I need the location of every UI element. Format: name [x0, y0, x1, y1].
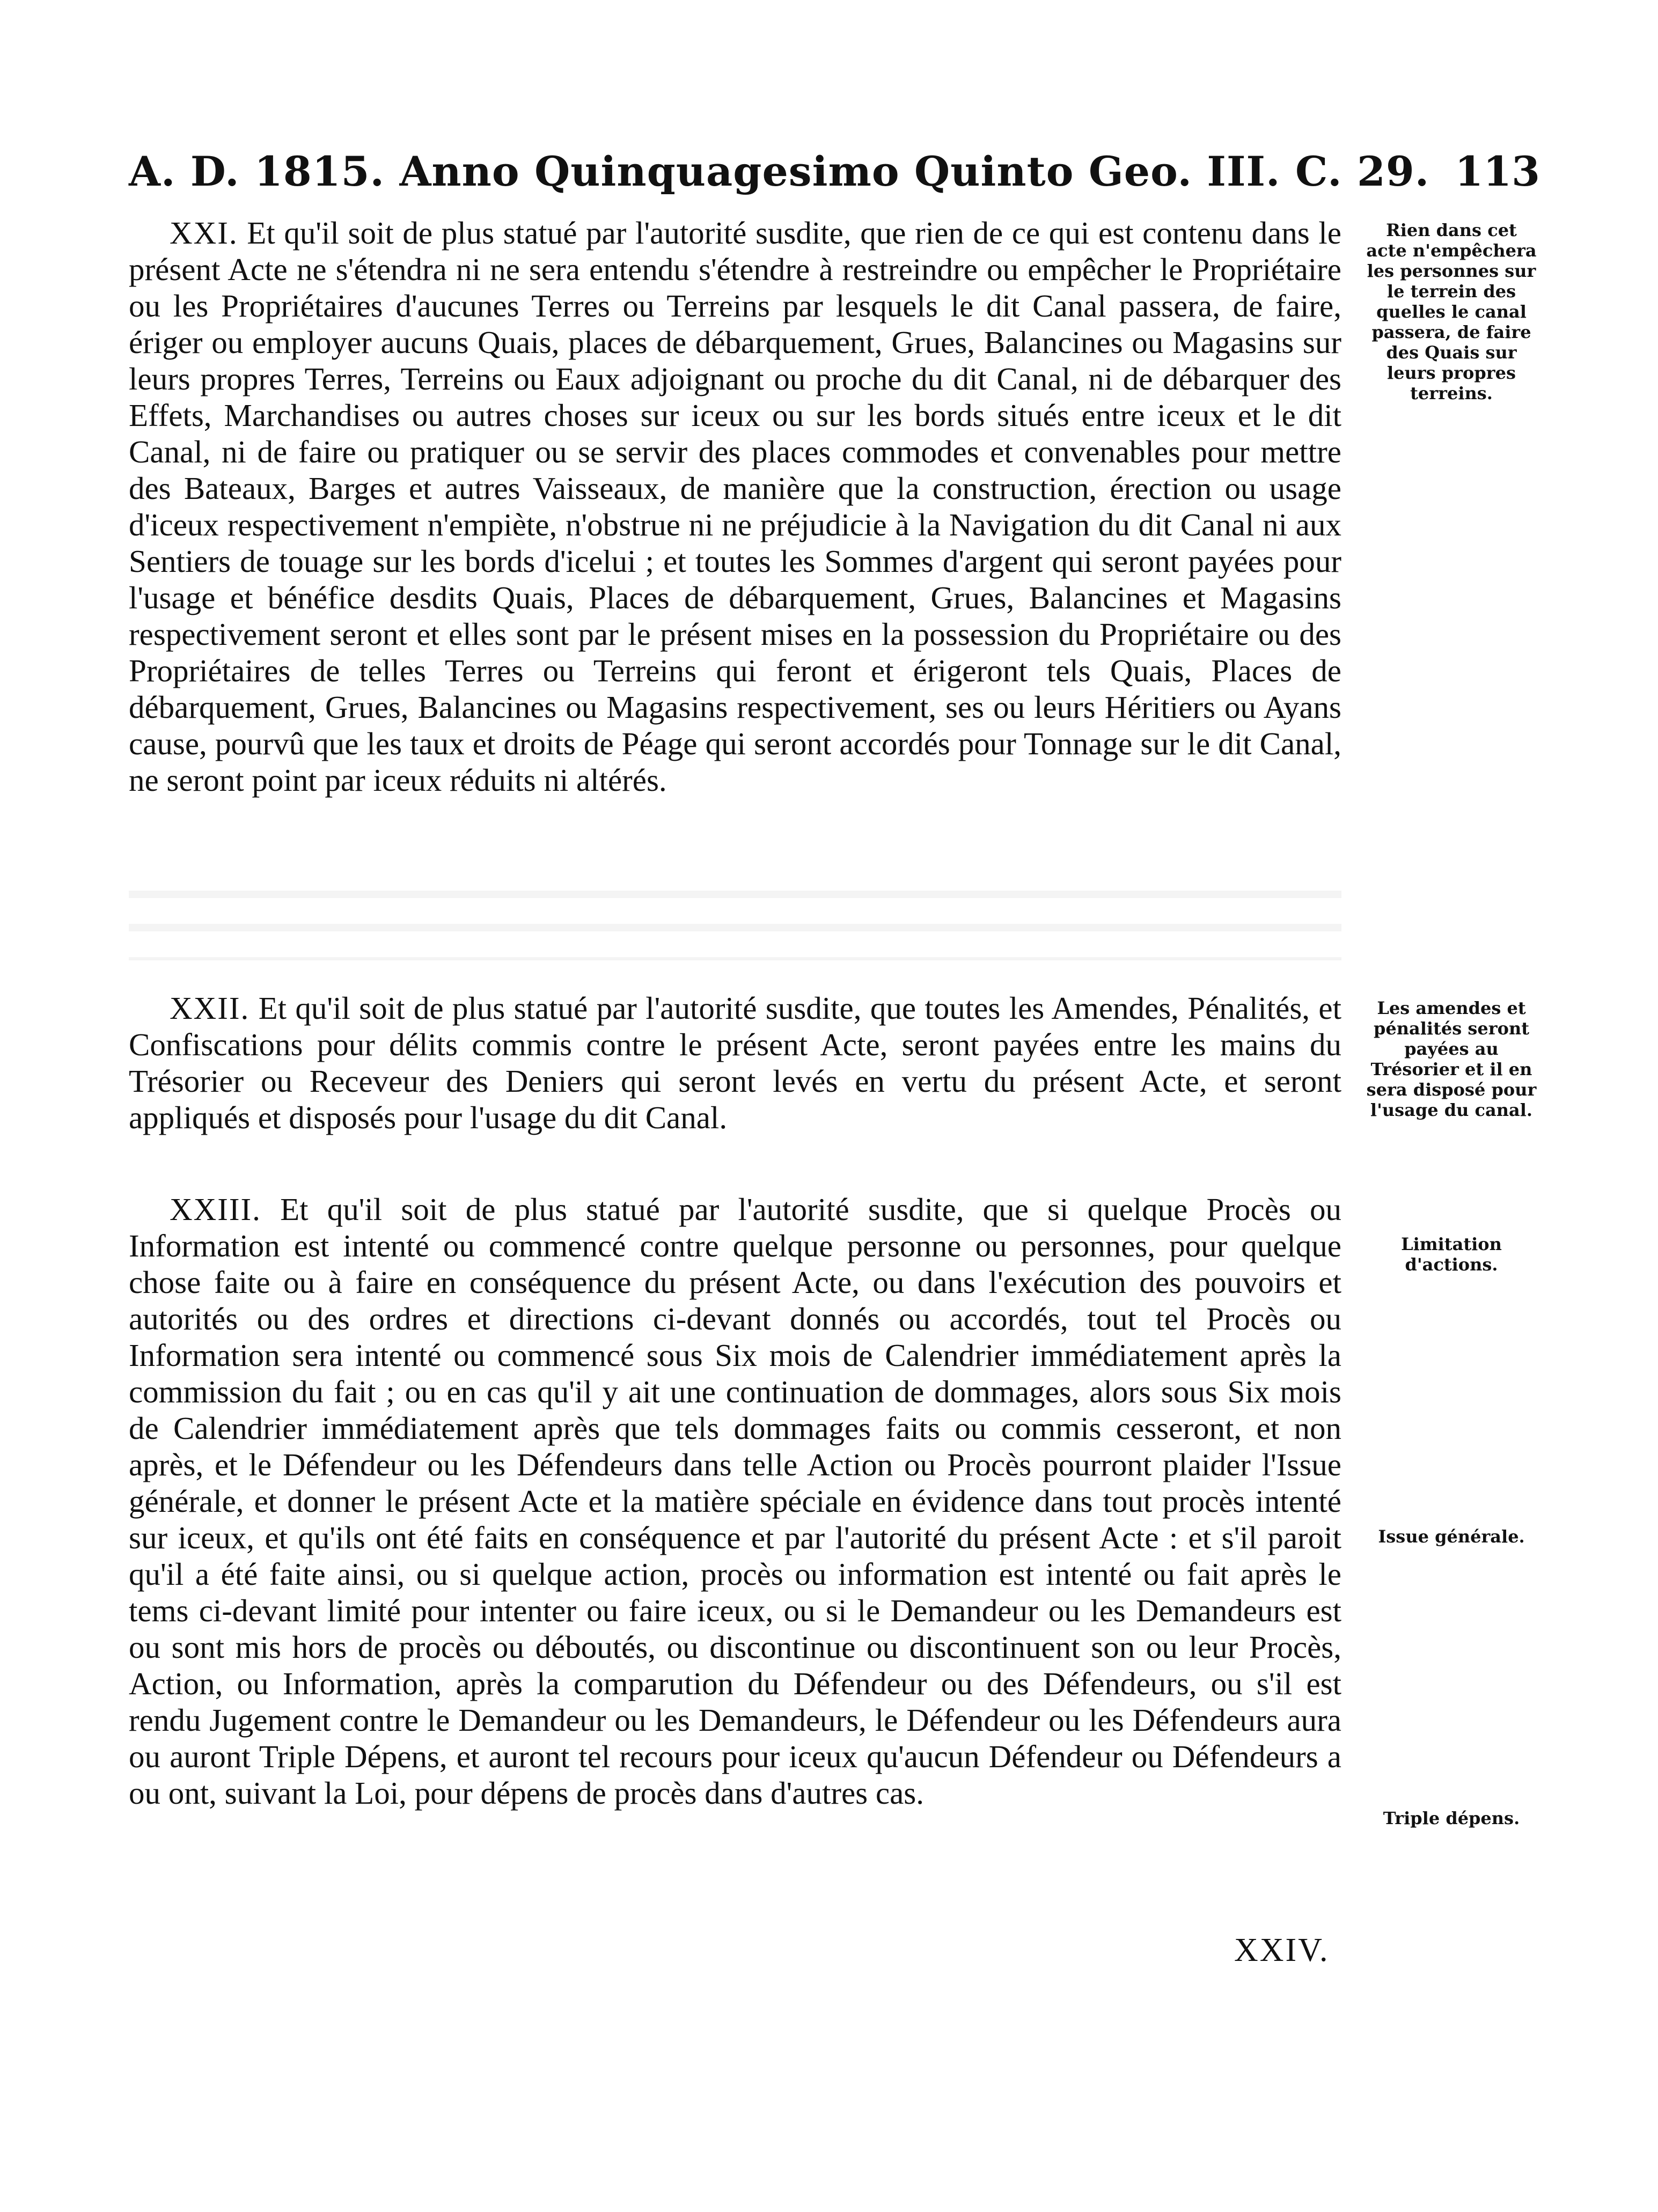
- section-xxiii: [129, 1191, 1341, 1811]
- section-numeral: XXIII.: [170, 1192, 261, 1227]
- section-text: Et qu'il soit de plus statué par l'autorité susdite, que toutes les Amendes, Pénalités, et Confiscations pour délits commis contre le présent Acte, seront payées entre les mains du Trésorier ou Receveur des Deniers qui seront levés en vertu du présent Acte, et seront appliqués et disposés pour l'usage du dit Canal.: [129, 990, 1342, 1135]
- margin-note-quais: Rien dans cet acte n'empêchera les personnes sur le terrein des quelles le canal passera, de faire des Quais sur leurs propres terreins.: [1366, 220, 1537, 403]
- section-text: Et qu'il soit de plus statué par l'autorité susdite, que si quelque Procès ou Information est intenté ou commencé contre quelque personne ou personnes, pour quelque chose faite ou à faire en conséquence du présent Acte, ou dans l'exécution des pouvoirs et autorités ou des ordres et directions ci-devant donnés ou accordés, tout tel Procès ou Information sera intenté ou commencé sous Six mois de Calendrier immédiatement après la commission du fait ; ou en cas qu'il y ait une continuation de dommages, alors sous Six mois de Calendrier immédiatement après que tels dommages faits ou commis cesseront, et non après, et le Défendeur ou les Défendeurs dans telle Action ou Procès pourront plaider l'Issue générale, et donner le présent Acte et la matière spéciale en évidence dans tout procès intenté sur iceux, et qu'ils ont été faits en conséquence et par l'autorité du présent Acte : et s'il paroit qu'il a été faite ainsi, ou si quelque action, procès ou information est intenté ou fait après le tems ci-devant limité pour intenter ou faire iceux, ou si le Demandeur ou les Demandeurs est ou sont mis hors de procès ou déboutés, ou discontinue ou discontinuent son ou leur Procès, Action, ou Information, après la comparution du Défendeur ou des Défendeurs, ou s'il est rendu Jugement contre le Demandeur ou les Demandeurs, le Défendeur ou les Défendeurs aura ou auront Triple Dépens, et auront tel recours pour iceux qu'aucun Défendeur ou Défendeurs a ou ont, suivant la Loi, pour dépens de procès dans d'autres cas.: [129, 1192, 1342, 1811]
- page-number: 113: [1455, 148, 1540, 195]
- catchword: XXIV.: [1234, 1932, 1330, 1968]
- margin-note-issue-generale: Issue générale.: [1378, 1526, 1525, 1547]
- bleed-through-lines: [129, 880, 1341, 960]
- section-paragraph: [129, 990, 1341, 1136]
- margin-note-triple-depens: Triple dépens.: [1383, 1808, 1520, 1828]
- page-header: [129, 148, 1540, 207]
- section-xxi: [129, 215, 1341, 798]
- margin-note-amendes: Les amendes et pénalités seront payées au Trésorier et il en sera disposé pour l'usage du canal.: [1366, 998, 1537, 1120]
- section-numeral: XXII.: [170, 990, 250, 1026]
- section-paragraph: [129, 215, 1341, 798]
- section-numeral: XXI.: [170, 215, 238, 251]
- margin-note-limitation: Limitation d'actions.: [1401, 1234, 1502, 1275]
- section-xxii: [129, 990, 1341, 1136]
- section-text: Et qu'il soit de plus statué par l'autorité susdite, que rien de ce qui est contenu dans le présent Acte ne s'étendra ni ne sera entendu s'étendre à restreindre ou empêcher le Propriétaire ou les Propriétaires d'aucunes Terres ou Terreins par lesquels le dit Canal passera, de faire, ériger ou employer aucuns Quais, places de débarquement, Grues, Balancines ou Magasins sur leurs propres Terres, Terreins ou Eaux adjoignant ou proche du dit Canal, ni de débarquer des Effets, Marchandises ou autres choses sur iceux ou sur les bords situés entre iceux et le dit Canal, ni de faire ou pratiquer ou se servir des places commodes et convenables pour mettre des Bateaux, Barges et autres Vaisseaux, de manière que la construction, érection ou usage d'iceux respectivement n'empiète, n'obstrue ni ne préjudicie à la Navigation du dit Canal ni aux Sentiers de touage sur les bords d'icelui ; et toutes les Sommes d'argent qui seront payées pour l'usage et bénéfice desdits Quais, Places de débarquement, Grues, Balancines et Magasins respectivement seront et elles sont par le présent mises en la possession du Propriétaire ou des Propriétaires de telles Terres ou Terreins qui feront et érigeront tels Quais, Places de débarquement, Grues, Balancines ou Magasins respectivement, ses ou leurs Héritiers ou Ayans cause, pourvû que les taux et droits de Péage qui seront accordés pour Tonnage sur le dit Canal, ne seront point par iceux réduits ni altérés.: [129, 215, 1341, 798]
- running-title: A. D. 1815. Anno Quinquagesimo Quinto Geo. III. C. 29.: [129, 148, 1430, 195]
- bleed-through-area: [129, 880, 1341, 960]
- section-paragraph: [129, 1191, 1341, 1811]
